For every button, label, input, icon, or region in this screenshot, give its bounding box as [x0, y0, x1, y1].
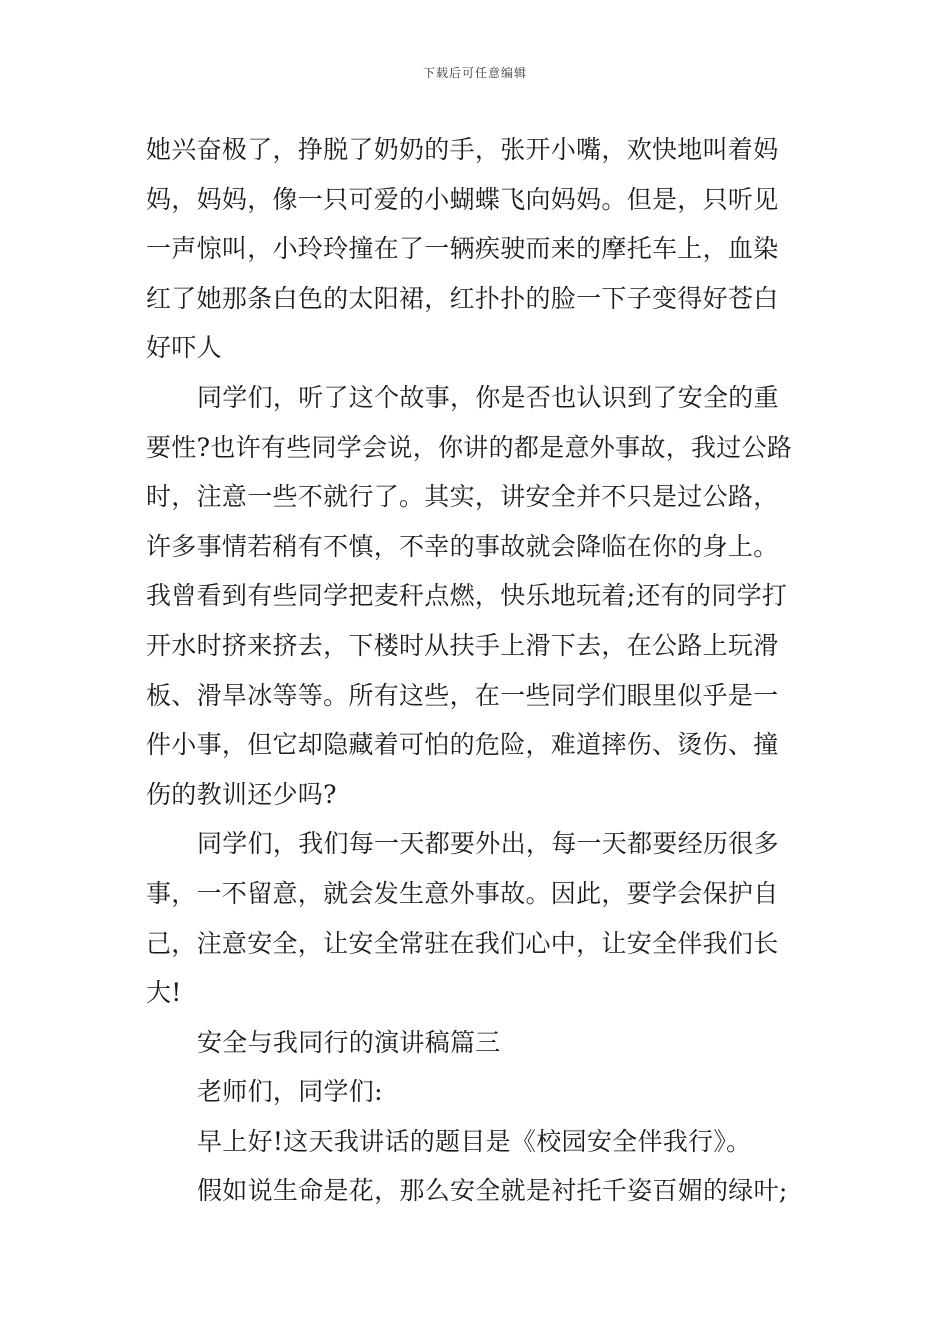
- text-line: 早上好!这天我讲话的题目是《校园安全伴我行》。: [197, 1126, 752, 1156]
- text-line: 件小事，但它却隐藏着可怕的危险，难道摔伤、烫伤、撞: [146, 730, 779, 760]
- text-line: 己，注意安全，让安全常驻在我们心中，让安全伴我们长: [146, 928, 779, 958]
- section-heading: 安全与我同行的演讲稿篇三: [197, 1027, 501, 1057]
- salutation: 老师们，同学们:: [197, 1077, 383, 1107]
- text-line: 一声惊叫，小玲玲撞在了一辆疾驶而来的摩托车上，血染: [146, 234, 779, 264]
- text-line: 板、滑旱冰等等。所有这些，在一些同学们眼里似乎是一: [146, 680, 779, 710]
- text-line: 时，注意一些不就行了。其实，讲安全并不只是过公路，: [146, 482, 779, 512]
- text-line: 许多事情若稍有不慎，不幸的事故就会降临在你的身上。: [146, 531, 779, 561]
- text-line: 妈，妈妈，像一只可爱的小蝴蝶飞向妈妈。但是，只听见: [146, 184, 779, 214]
- text-line: 同学们，我们每一天都要外出，每一天都要经历很多: [197, 829, 779, 859]
- text-line: 红了她那条白色的太阳裙，红扑扑的脸一下子变得好苍白: [146, 283, 779, 313]
- text-line: 要性?也许有些同学会说，你讲的都是意外事故，我过公路: [146, 432, 793, 462]
- text-line: 大!: [146, 978, 182, 1008]
- text-line: 我曾看到有些同学把麦秆点燃，快乐地玩着;还有的同学打: [146, 581, 788, 611]
- page-header: 下载后可任意编辑: [422, 66, 527, 80]
- text-line: 同学们，听了这个故事，你是否也认识到了安全的重: [197, 382, 779, 412]
- text-line: 开水时挤来挤去，下楼时从扶手上滑下去，在公路上玩滑: [146, 630, 779, 660]
- text-line: 伤的教训还少吗?: [146, 779, 337, 809]
- text-line: 好吓人: [146, 333, 222, 363]
- document-body: [146, 125, 816, 1216]
- text-line: 事，一不留意，就会发生意外事故。因此，要学会保护自: [146, 878, 779, 908]
- text-line: 假如说生命是花，那么安全就是衬托千姿百媚的绿叶;: [197, 1176, 788, 1206]
- text-line: 她兴奋极了，挣脱了奶奶的手，张开小嘴，欢快地叫着妈: [146, 135, 779, 164]
